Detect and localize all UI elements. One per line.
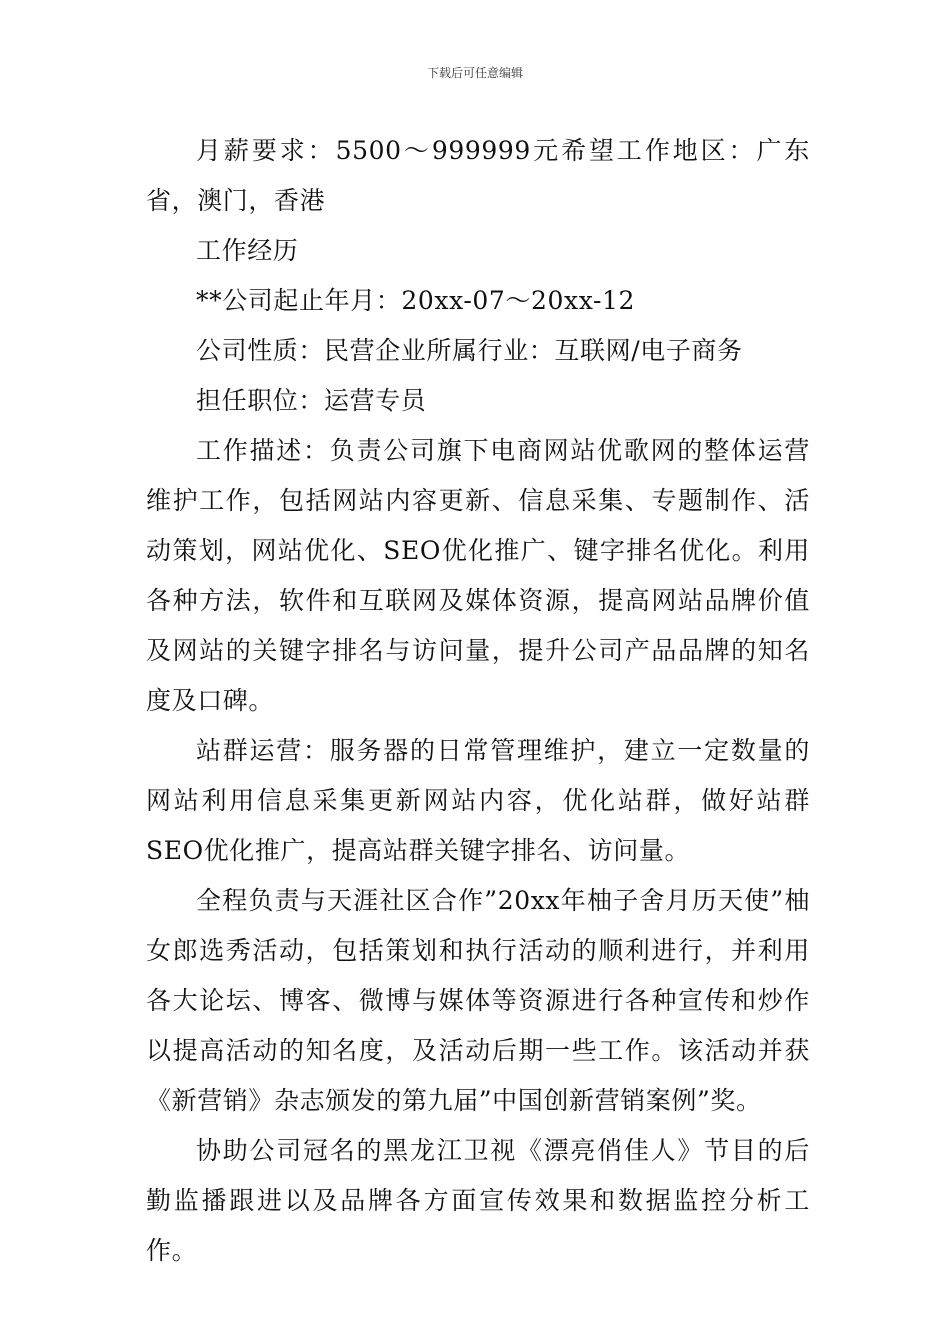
document-body (146, 126, 810, 1276)
work-experience-heading: 工作经历 (196, 236, 299, 265)
campaign-paragraph: 全程负责与天涯社区合作”20xx年柚子舍月历天使”柚女郎选秀活动，包括策划和执行活动的顺利进行，并利用各大论坛、博客、微博与媒体等资源进行各种宣传和炒作以提高活动的知名度，及活动后期一些工作。该活动并获《新营销》杂志颁发的第九届”中国创新营销案例”奖。 (146, 886, 810, 1115)
salary-location-paragraph: 月薪要求：5500～999999元希望工作地区：广东省，澳门，香港 (146, 136, 810, 215)
site-group-paragraph: 站群运营：服务器的日常管理维护，建立一定数量的网站利用信息采集更新网站内容，优化站群，做好站群SEO优化推广，提高站群关键字排名、访问量。 (146, 736, 810, 865)
company-period-paragraph: **公司起止年月：20xx-07～20xx-12 (196, 286, 636, 315)
header-note: 下载后可任意编辑 (426, 66, 523, 80)
company-type-paragraph: 公司性质：民营企业所属行业：互联网/电子商务 (196, 336, 743, 365)
tv-program-paragraph: 协助公司冠名的黑龙江卫视《漂亮俏佳人》节目的后勤监播跟进以及品牌各方面宣传效果和数据监控分析工作。 (146, 1136, 810, 1265)
job-description-paragraph: 工作描述：负责公司旗下电商网站优歌网的整体运营维护工作，包括网站内容更新、信息采集、专题制作、活动策划，网站优化、SEO优化推广、键字排名优化。利用各种方法，软件和互联网及媒体资源，提高网站品牌价值及网站的关键字排名与访问量，提升公司产品品牌的知名度及口碑。 (146, 436, 810, 715)
position-paragraph: 担任职位：运营专员 (196, 386, 427, 415)
